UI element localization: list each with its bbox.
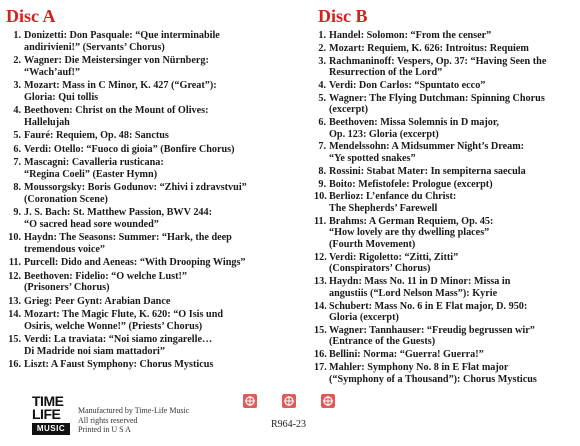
track-number: 8. <box>318 165 326 177</box>
track-number: 2. <box>13 55 21 67</box>
track-title-line: Grieg: Peer Gynt: Arabian Dance <box>24 295 171 307</box>
track-item <box>314 117 580 140</box>
disc-a-track-list <box>2 30 287 371</box>
track-number: 1. <box>318 30 326 41</box>
track-number: 11. <box>8 257 21 269</box>
track-number: 14. <box>314 300 327 312</box>
track-title-line: Wagner: The Flying Dutchman: Spinning Chorus <box>329 92 545 104</box>
track-number: 8. <box>13 182 21 194</box>
track-title <box>329 117 499 140</box>
track-number: 13. <box>8 295 21 307</box>
emblem-icon <box>243 394 257 408</box>
track-number: 17. <box>314 362 327 374</box>
track-title <box>24 144 235 156</box>
track-item <box>2 257 287 269</box>
track-title-line: (Fourth Movement) <box>329 238 416 250</box>
track-title-line: Verdi: La traviata: “Noi siamo zingarelle… <box>24 334 213 346</box>
track-number: 16. <box>314 349 327 361</box>
track-title-line: andirivieni!” (Servants’ Chorus) <box>24 41 165 53</box>
track-item <box>2 359 287 371</box>
track-item <box>2 80 287 103</box>
track-item <box>2 271 287 294</box>
track-item <box>2 182 287 205</box>
track-title-line: Beethoven: Missa Solemnis in D major, <box>329 117 499 129</box>
track-title-line: Mendelssohn: A Midsummer Night’s Dream: <box>329 141 525 153</box>
track-item <box>314 325 580 348</box>
track-title-line: Bellini: Norma: “Guerra! Guerra!” <box>329 349 484 361</box>
disc-b-title: Disc B <box>318 6 368 26</box>
track-title-line: Gloria (excerpt) <box>329 312 399 324</box>
catalog-number: R964-23 <box>271 419 306 430</box>
track-title-line: Mozart: Requiem, K. 626: Introitus: Requiem <box>329 42 529 54</box>
legal-line: Manufactured by Time-Life Music <box>78 406 190 415</box>
track-number: 16. <box>8 359 21 371</box>
disc-a-column <box>2 6 287 373</box>
logo-time-text: TIME <box>32 393 64 409</box>
track-item <box>2 30 287 53</box>
track-number: 7. <box>318 141 326 153</box>
track-title-line: Gloria: Qui tollis <box>24 91 99 103</box>
track-title <box>329 56 546 79</box>
track-title <box>24 232 232 255</box>
track-number: 12. <box>8 270 21 282</box>
track-title-line: Schubert: Mass No. 6 in E Flat major, D. 950: <box>329 300 528 312</box>
track-number: 3. <box>13 80 21 92</box>
track-title-line: Berlioz: L’enfance du Christ: <box>329 191 457 203</box>
track-title-line: Liszt: A Faust Symphony: Chorus Mysticus <box>24 359 214 371</box>
track-title-line: Verdi: Rigoletto: “Zitti, Zitti” <box>329 251 459 263</box>
track-item <box>2 55 287 78</box>
track-number: 4. <box>318 79 326 91</box>
track-item <box>2 130 287 142</box>
track-title <box>24 271 187 294</box>
track-title-line: “How lovely are thy dwelling places” <box>329 227 490 239</box>
track-title-line: Brahms: A German Requiem, Op. 45: <box>329 215 494 227</box>
disc-a-title: Disc A <box>6 6 56 26</box>
track-title-line: Boito: Mefistofele: Prologue (excerpt) <box>329 178 493 190</box>
track-title-line: Wagner: Die Meistersinger von Nürnberg: <box>24 55 209 67</box>
track-item <box>2 309 287 332</box>
track-title-line: Haydn: The Seasons: Summer: “Hark, the deep <box>24 232 232 244</box>
legal-line: Printed in U S A <box>78 425 131 434</box>
track-number: 7. <box>13 157 21 168</box>
track-item <box>314 276 580 299</box>
track-title-line: Beethoven: Fidelio: “O welche Lust!” <box>24 270 187 282</box>
track-title-line: Rossini: Stabat Mater: In sempiterna saecula <box>329 165 526 177</box>
track-title <box>24 130 169 142</box>
track-title-line: Osiris, welche Wonne!” (Priests’ Chorus) <box>24 320 203 332</box>
disc-b-column <box>314 6 580 386</box>
track-number: 10. <box>314 191 327 203</box>
track-title-line: (Prisoners’ Chorus) <box>24 282 110 294</box>
track-number: 6. <box>13 143 21 155</box>
track-item <box>314 141 580 164</box>
track-title-line: (Conspirators’ Chorus) <box>329 263 431 275</box>
legal-notice <box>78 406 189 435</box>
track-title-line: Verdi: Don Carlos: “Spuntato ecco” <box>329 79 486 91</box>
track-title <box>329 325 535 348</box>
track-item <box>314 191 580 214</box>
track-title-line: Verdi: Otello: “Fuoco di gioia” (Bonfire Chorus) <box>24 143 235 155</box>
track-title <box>24 157 164 180</box>
track-item <box>314 56 580 79</box>
track-title <box>329 166 526 178</box>
track-title-line: (excerpt) <box>329 104 369 116</box>
track-title <box>329 43 529 55</box>
track-number: 10. <box>8 232 21 244</box>
track-number: 1. <box>13 30 21 41</box>
track-title-line: Purcell: Dido and Aeneas: “With Drooping Wings” <box>24 257 246 269</box>
track-number: 14. <box>8 309 21 321</box>
track-title-line: Donizetti: Don Pasquale: “Que interminabile <box>24 30 220 41</box>
track-title-line: Mascagni: Cavalleria rusticana: <box>24 157 164 168</box>
track-title <box>329 30 491 42</box>
track-number: 15. <box>314 324 327 336</box>
track-number: 12. <box>314 251 327 263</box>
track-title-line: Op. 123: Gloria (excerpt) <box>329 128 439 140</box>
track-title <box>329 301 527 324</box>
track-number: 11. <box>314 215 327 227</box>
track-title-line: Rachmaninoff: Vespers, Op. 37: “Having Seen the <box>329 55 547 67</box>
track-title <box>24 55 209 78</box>
track-title-line: (Entrance of the Guests) <box>329 336 436 348</box>
track-title-line: Beethoven: Christ on the Mount of Olives: <box>24 105 209 117</box>
logo-music-bar: MUSIC <box>32 423 70 435</box>
track-item <box>2 334 287 357</box>
track-title <box>329 362 537 385</box>
track-title-line: “Wach’auf!” <box>24 66 81 78</box>
track-title <box>329 252 458 275</box>
track-item <box>314 166 580 178</box>
track-title-line: Handel: Solomon: “From the censer” <box>329 30 492 41</box>
track-number: 9. <box>318 178 326 190</box>
track-item <box>314 301 580 324</box>
track-title-line: “O sacred head sore wounded” <box>24 218 159 230</box>
track-title <box>24 334 212 357</box>
track-title <box>329 80 485 92</box>
track-title <box>24 359 213 371</box>
track-title <box>329 349 484 361</box>
track-title <box>329 276 510 299</box>
track-title-line: Haydn: Mass No. 11 in D Minor: Missa in <box>329 276 511 288</box>
track-title-line: “Regina Coeli” (Easter Hymn) <box>24 168 158 180</box>
track-title <box>329 191 456 214</box>
track-title-line: Wagner: Tannhauser: “Freudig begrussen wir” <box>329 324 535 336</box>
track-title-line: Resurrection of the Lord” <box>329 67 443 79</box>
track-item <box>2 296 287 308</box>
track-item <box>2 144 287 156</box>
track-item <box>2 105 287 128</box>
track-title <box>329 179 493 191</box>
track-number: 13. <box>314 276 327 288</box>
track-title <box>329 216 493 251</box>
track-title <box>24 105 209 128</box>
track-item <box>314 216 580 251</box>
track-item <box>314 179 580 191</box>
emblem-icon <box>321 394 335 408</box>
track-title-line: Hallelujah <box>24 116 70 128</box>
track-title-line: (“Symphony of a Thousand”): Chorus Mysticus <box>329 373 537 385</box>
track-item <box>2 157 287 180</box>
track-title-line: Fauré: Requiem, Op. 48: Sanctus <box>24 130 169 142</box>
track-title <box>24 257 246 269</box>
track-number: 5. <box>13 130 21 142</box>
track-number: 5. <box>318 92 326 104</box>
time-life-music-logo <box>32 394 70 438</box>
track-number: 2. <box>318 42 326 54</box>
track-item <box>314 93 580 116</box>
track-title-line: The Shepherds’ Farewell <box>329 203 438 214</box>
track-item <box>2 207 287 230</box>
track-title-line: Di Madride noi siam mattadori” <box>24 345 165 357</box>
track-title-line: Mozart: Mass in C Minor, K. 427 (“Great”): <box>24 80 217 92</box>
track-title-line: Mozart: The Magic Flute, K. 620: “O Isis und <box>24 309 224 321</box>
track-title <box>24 80 217 103</box>
track-item <box>314 43 580 55</box>
emblem-icon <box>282 394 296 408</box>
track-number: 15. <box>8 334 21 346</box>
track-item <box>314 362 580 385</box>
track-item <box>314 80 580 92</box>
track-title-line: “Ye spotted snakes” <box>329 153 416 165</box>
track-title <box>329 141 524 164</box>
track-title <box>24 309 223 332</box>
track-title-line: Moussorgsky: Boris Godunov: “Zhivi i zdravstvui” <box>24 182 247 194</box>
track-title-line: Mahler: Symphony No. 8 in E Flat major <box>329 362 509 374</box>
track-title <box>24 30 220 53</box>
track-number: 4. <box>13 105 21 117</box>
track-number: 3. <box>318 55 326 67</box>
track-title-line: (Coronation Scene) <box>24 193 108 205</box>
logo-life-text: LIFE <box>32 406 61 422</box>
track-title <box>329 93 545 116</box>
track-title <box>24 207 212 230</box>
disc-b-track-list <box>314 30 580 385</box>
track-title-line: J. S. Bach: St. Matthew Passion, BWV 244: <box>24 207 213 219</box>
track-title <box>24 182 247 205</box>
track-item <box>2 232 287 255</box>
track-number: 6. <box>318 117 326 129</box>
track-item <box>314 252 580 275</box>
legal-line: All rights reserved <box>78 415 138 425</box>
track-number: 9. <box>13 207 21 219</box>
track-title-line: tremendous voice” <box>24 243 106 255</box>
track-title-line: angustiis (“Lord Nelson Mass”): Kyrie <box>329 287 498 299</box>
track-item <box>314 30 580 42</box>
track-title <box>24 296 170 308</box>
track-item <box>314 349 580 361</box>
